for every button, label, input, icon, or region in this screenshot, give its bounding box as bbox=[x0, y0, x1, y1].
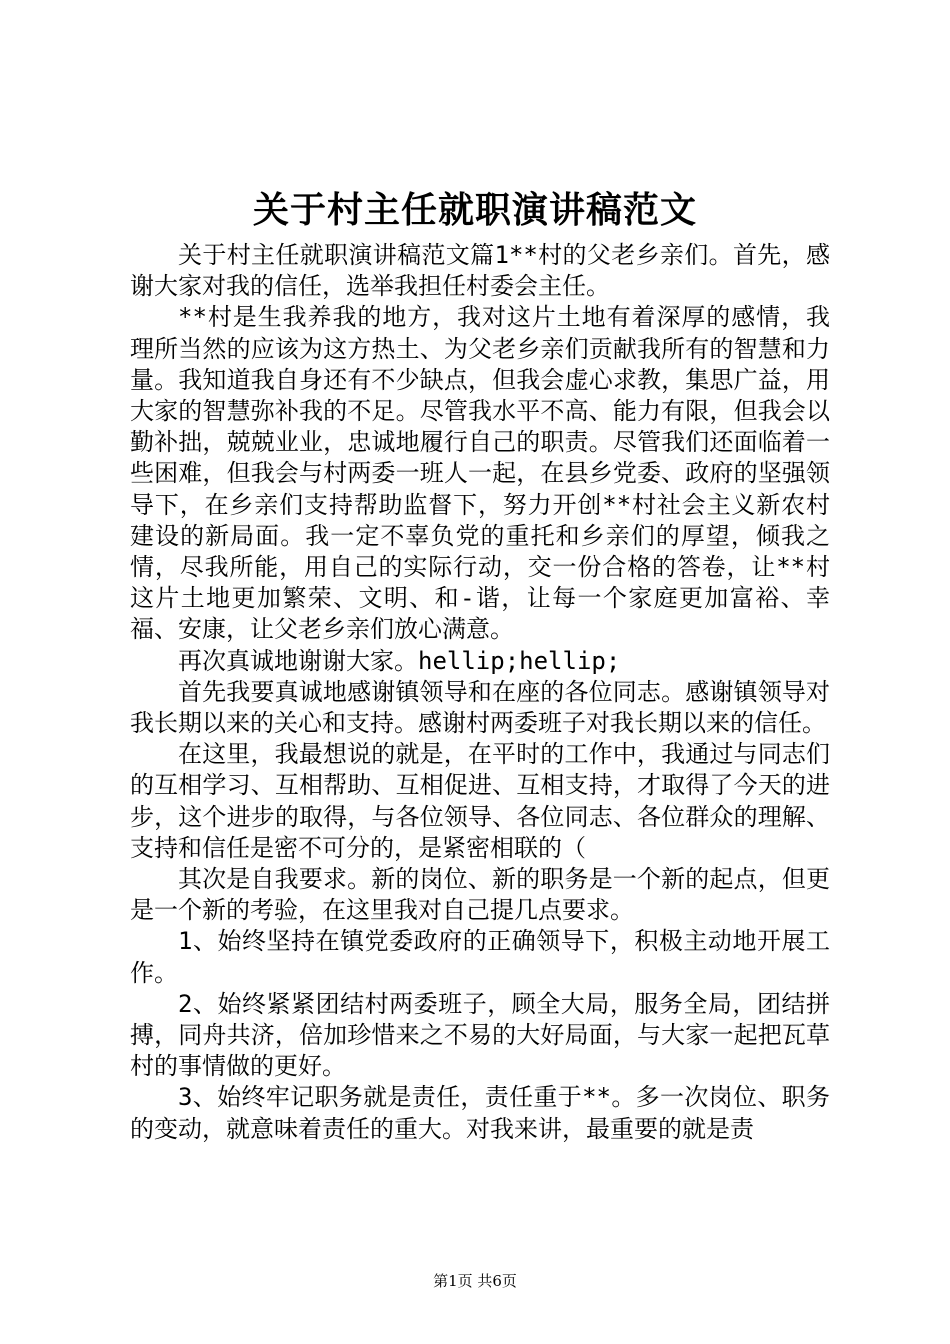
paragraph: 1、始终坚持在镇党委政府的正确领导下，积极主动地开展工作。 bbox=[130, 927, 830, 987]
paragraph: 2、始终紧紧团结村两委班子，顾全大局，服务全局，团结拼搏，同舟共济，倍加珍惜来之不易的大好局面，与大家一起把瓦草村的事情做的更好。 bbox=[130, 989, 830, 1081]
page-footer: 第1页 共6页 bbox=[433, 1272, 517, 1290]
paragraph: 在这里，我最想说的就是，在平时的工作中，我通过与同志们的互相学习、互相帮助、互相促进、互相支持，才取得了今天的进步，这个进步的取得，与各位领导、各位同志、各位群众的理解、支持和信任是密不可分的，是紧密相联的（ bbox=[130, 740, 830, 862]
paragraph: 3、始终牢记职务就是责任，责任重于**。多一次岗位、职务的变动，就意味着责任的重大。对我来讲，最重要的就是责 bbox=[130, 1083, 830, 1143]
paragraph: **村是生我养我的地方，我对这片土地有着深厚的感情，我理所当然的应该为这方热土、为父老乡亲们贡献我所有的智慧和力量。我知道我自身还有不少缺点，但我会虚心求教，集思广益，用大家的智慧弥补我的不足。尽管我水平不高、能力有限，但我会以勤补拙，兢兢业业，忠诚地履行自己的职责。尽管我们还面临着一些困难，但我会与村两委一班人一起，在县乡党委、政府的坚强领导下，在乡亲们支持帮助监督下，努力开创**村社会主义新农村建设的新局面。我一定不辜负党的重托和乡亲们的厚望，倾我之情，尽我所能，用自己的实际行动，交一份合格的答卷，让**村这片土地更加繁荣、文明、和-谐，让每一个家庭更加富裕、幸福、安康，让父老乡亲们放心满意。 bbox=[130, 303, 830, 644]
document-body bbox=[130, 240, 830, 1145]
paragraph: 首先我要真诚地感谢镇领导和在座的各位同志。感谢镇领导对我长期以来的关心和支持。感谢村两委班子对我长期以来的信任。 bbox=[130, 677, 830, 738]
document-title: 关于村主任就职演讲稿范文 bbox=[252, 189, 697, 231]
paragraph: 关于村主任就职演讲稿范文篇1**村的父老乡亲们。首先，感谢大家对我的信任，选举我担任村委会主任。 bbox=[130, 241, 830, 301]
paragraph: 其次是自我要求。新的岗位、新的职务是一个新的起点，但更是一个新的考验，在这里我对自己提几点要求。 bbox=[130, 865, 830, 925]
paragraph: 再次真诚地谢谢大家。hellip;hellip; bbox=[178, 646, 621, 675]
